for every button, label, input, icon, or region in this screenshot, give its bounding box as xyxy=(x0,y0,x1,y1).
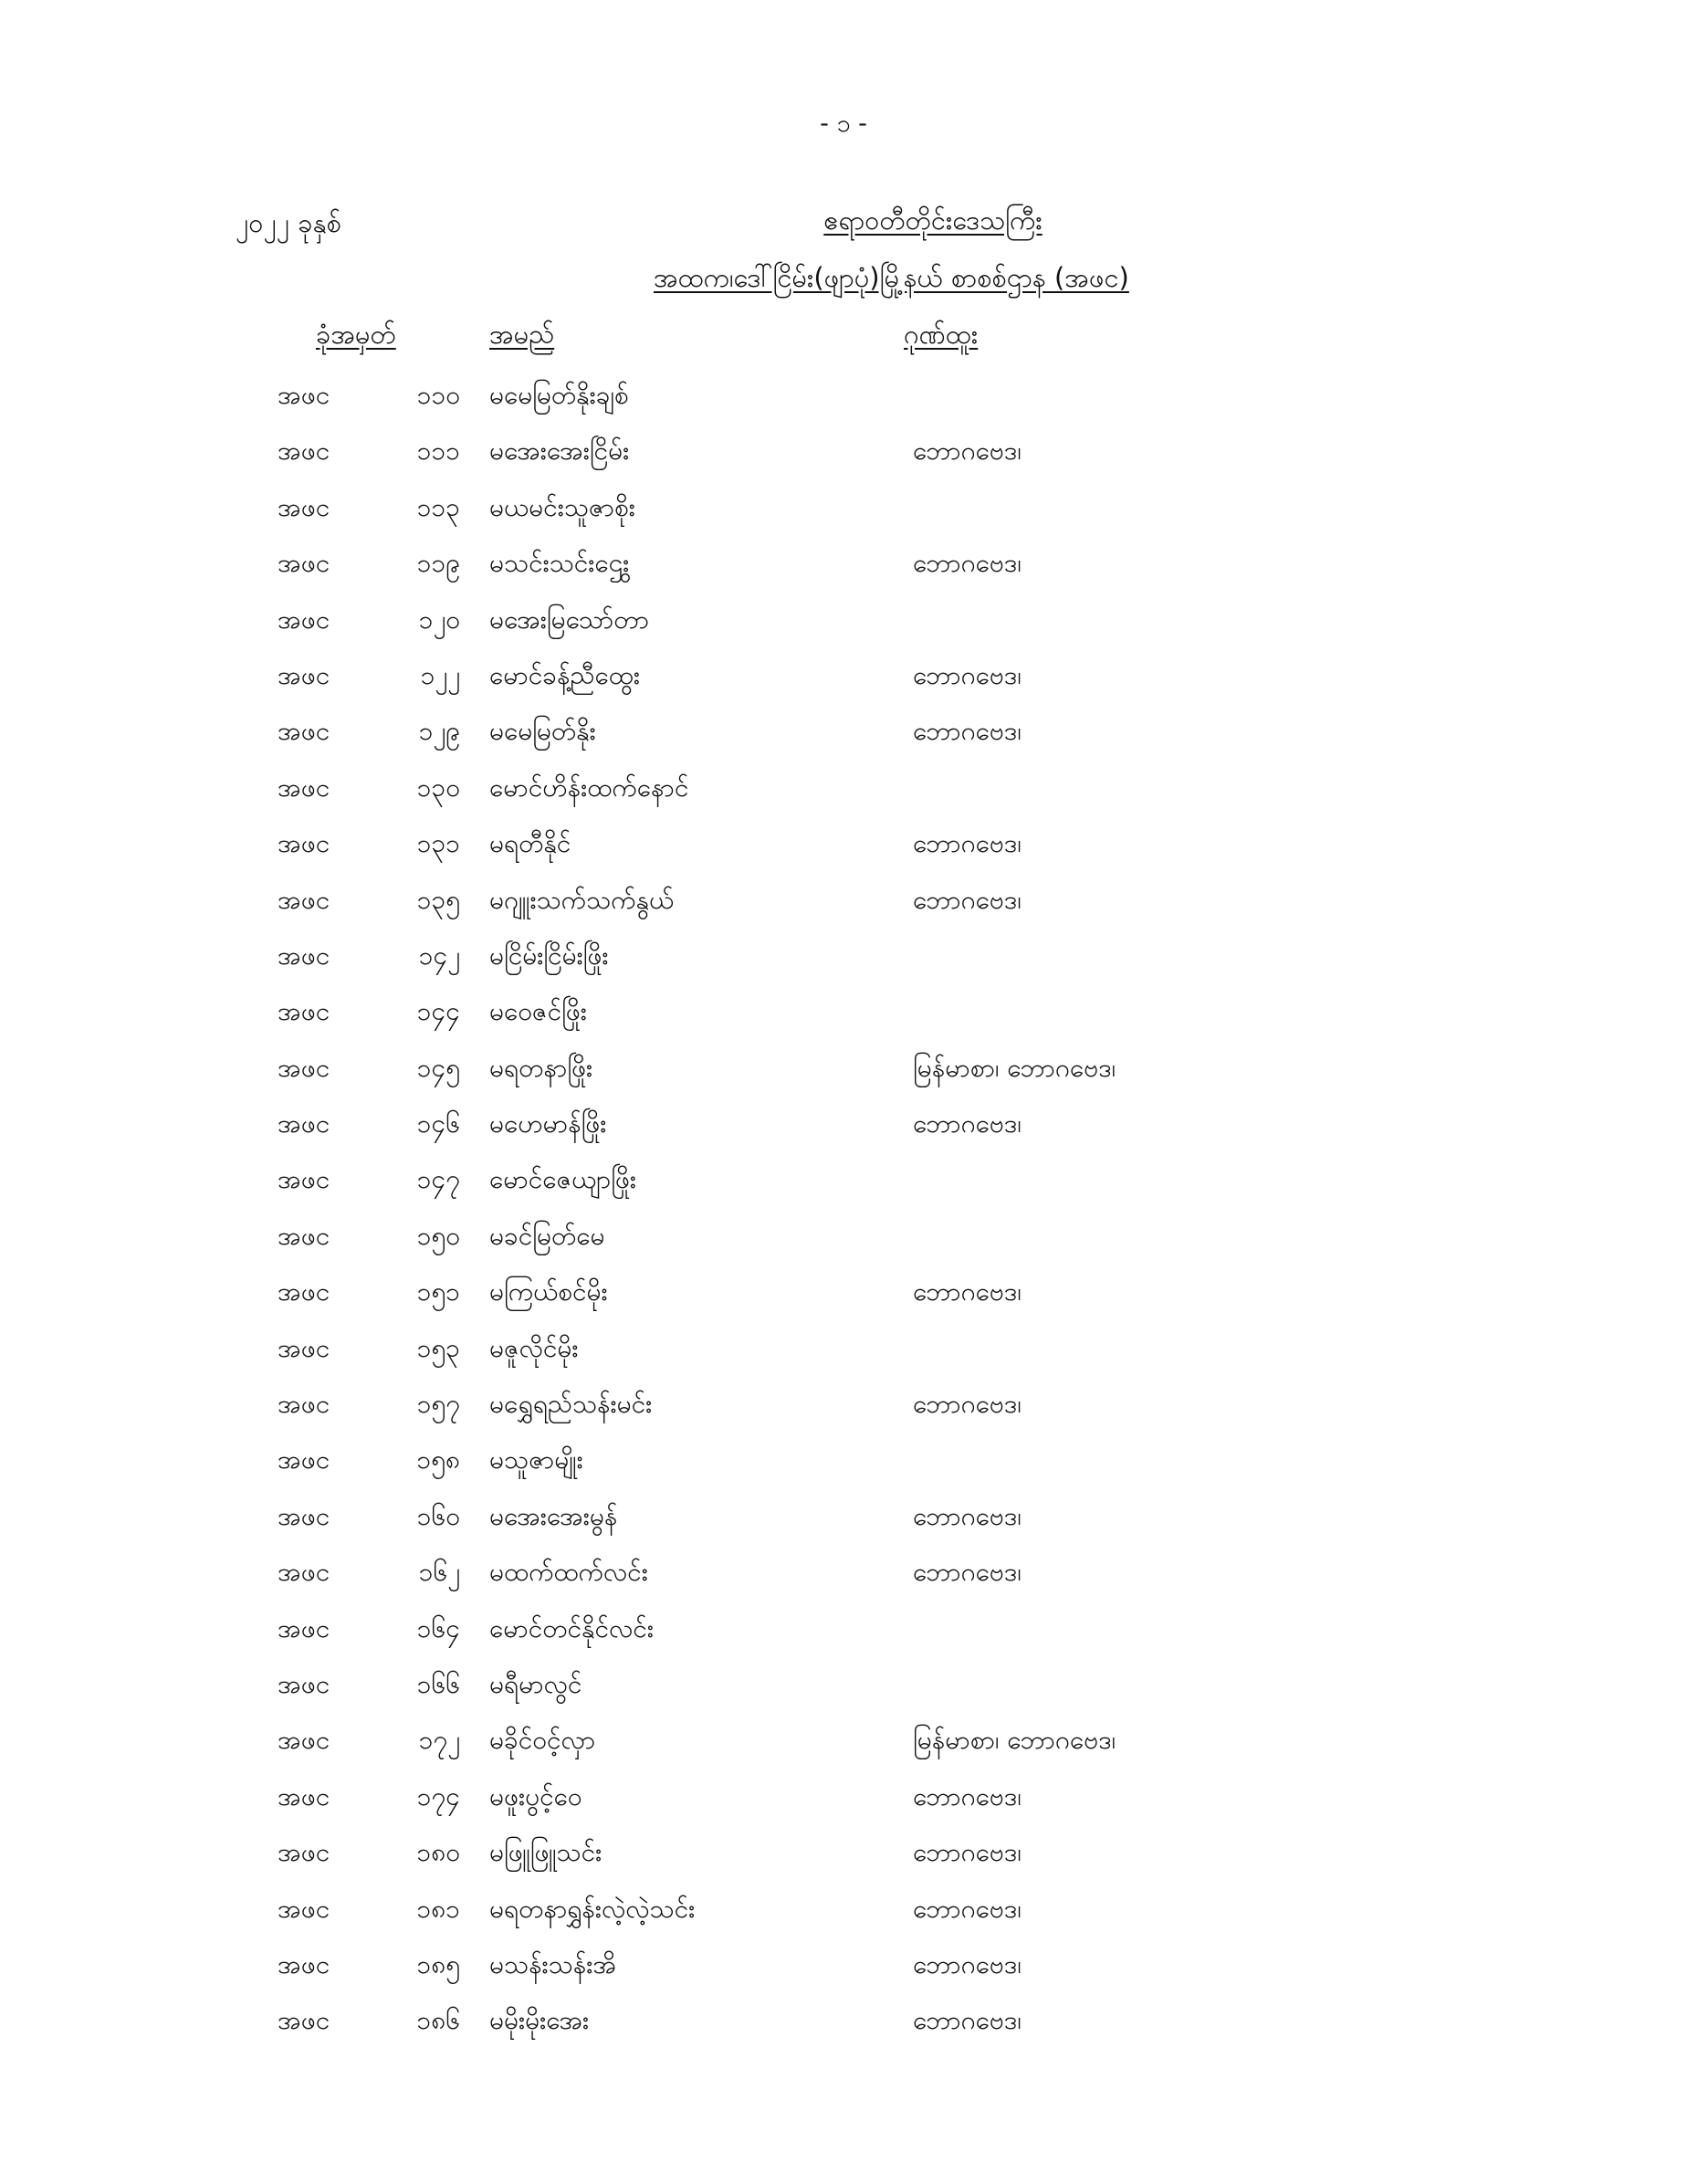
roll-prefix: အဖင xyxy=(278,1220,330,1251)
list-item xyxy=(0,425,1687,480)
roll-prefix: အဖင xyxy=(278,491,330,522)
column-header-name: အမည် xyxy=(489,319,555,350)
student-name: မရီမာလွင် xyxy=(489,1668,582,1699)
distinction-subjects: ဘောဂဗေဒ၊ xyxy=(913,716,1022,747)
distinction-subjects: ဘောဂဗေဒ၊ xyxy=(913,1780,1022,1811)
roll-prefix: အဖင xyxy=(278,1725,330,1756)
distinction-subjects: ဘောဂဗေဒ၊ xyxy=(913,1500,1022,1531)
list-item xyxy=(0,1546,1687,1601)
roll-prefix: အဖင xyxy=(278,2005,330,2036)
roll-prefix: အဖင xyxy=(278,436,330,467)
distinction-subjects: ဘောဂဗေဒ၊ xyxy=(913,1276,1022,1307)
student-name: မခင်မြတ်မေ xyxy=(489,1220,605,1251)
roll-prefix: အဖင xyxy=(278,716,330,747)
roll-prefix: အဖင xyxy=(278,548,330,579)
roll-number: ၁၅၈ xyxy=(416,1444,460,1475)
roll-number: ၁၄၅ xyxy=(416,1052,460,1083)
student-name: မခိုင်ဝင့်လှာ xyxy=(489,1725,596,1756)
region-title: ဧရာဝတီတိုင်းဒေသကြီး xyxy=(823,205,1043,236)
roll-prefix: အဖင xyxy=(278,772,330,803)
exam-year: ၂၀၂၂ ခုနှစ် xyxy=(236,207,341,238)
roll-number: ၁၁၁ xyxy=(416,436,460,467)
student-name: မသင်းသင်းဌွေး xyxy=(489,548,630,579)
roll-number: ၁၇၄ xyxy=(416,1780,460,1811)
roll-prefix: အဖင xyxy=(278,996,330,1027)
list-item xyxy=(0,1602,1687,1658)
roll-prefix: အဖင xyxy=(278,380,330,410)
roll-prefix: အဖင xyxy=(278,1948,330,1979)
list-item xyxy=(0,874,1687,929)
student-name: မမိုးမိုးအေး xyxy=(489,2005,590,2036)
distinction-subjects: ဘောဂဗေဒ၊ xyxy=(913,659,1022,690)
roll-number: ၁၄၄ xyxy=(416,996,460,1027)
page-number: - ၁ - xyxy=(820,110,867,138)
student-name: မောင်ဟိန်းထက်နောင် xyxy=(489,772,689,803)
roll-number: ၁၆၆ xyxy=(416,1668,460,1699)
roll-number: ၁၈၆ xyxy=(416,2005,460,2036)
roll-number: ၁၆၄ xyxy=(416,1612,460,1643)
roll-number: ၁၄၂ xyxy=(418,940,460,971)
list-item xyxy=(0,369,1687,425)
distinction-subjects: ဘောဂဗေဒ၊ xyxy=(913,1108,1022,1139)
student-name: မဖြူဖြူသင်း xyxy=(489,1837,602,1868)
list-item xyxy=(0,761,1687,817)
roll-number: ၁၅၁ xyxy=(416,1276,460,1307)
student-name: မရွှေရည်သန်းမင်း xyxy=(489,1389,653,1420)
distinction-subjects: ဘောဂဗေဒ၊ xyxy=(913,1837,1022,1868)
exam-center-title: အထက၊ဒေါ်ငြိမ်း(ဖျာပုံ)မြို့နယ် စာစစ်ဌာန (အဖင) xyxy=(654,262,1129,293)
list-item xyxy=(0,1770,1687,1826)
roll-prefix: အဖင xyxy=(278,1557,330,1588)
column-header-roll-number: ခုံအမှတ် xyxy=(316,319,396,350)
roll-prefix: အဖင xyxy=(278,659,330,690)
distinction-subjects: ဘောဂဗေဒ၊ xyxy=(913,1389,1022,1420)
student-name: မကြယ်စင်မိုး xyxy=(489,1276,608,1307)
list-item xyxy=(0,1826,1687,1882)
roll-number: ၁၄၆ xyxy=(416,1108,460,1139)
student-name: မဖူးပွင့်ဝေ xyxy=(489,1780,582,1811)
list-item xyxy=(0,817,1687,873)
roll-prefix: အဖင xyxy=(278,1444,330,1475)
list-item xyxy=(0,1994,1687,2050)
roll-prefix: အဖင xyxy=(278,1668,330,1699)
roll-prefix: အဖင xyxy=(278,1108,330,1139)
roll-number: ၁၃၀ xyxy=(416,772,460,803)
list-item xyxy=(0,1378,1687,1433)
roll-prefix: အဖင xyxy=(278,1837,330,1868)
list-item xyxy=(0,593,1687,649)
roll-prefix: အဖင xyxy=(278,1612,330,1643)
student-name: မမေမြတ်နိုးချစ် xyxy=(489,380,629,410)
list-item xyxy=(0,1883,1687,1938)
roll-number: ၁၂၀ xyxy=(418,604,460,635)
student-name: မောင်ဇေယျာဖြိုး xyxy=(489,1164,637,1195)
student-name: မောင်တင်နိုင်လင်း xyxy=(489,1612,654,1643)
student-name: မအေးအေးငြိမ်း xyxy=(489,436,630,467)
student-name: မောင်ခန့်ညီထွေး xyxy=(489,659,640,690)
roll-prefix: အဖင xyxy=(278,1164,330,1195)
roll-number: ၁၃၁ xyxy=(416,828,460,859)
roll-number: ၁၆၂ xyxy=(418,1557,460,1588)
student-name: မသူဇာမျိုး xyxy=(489,1444,583,1475)
list-item xyxy=(0,1265,1687,1321)
roll-number: ၁၆၀ xyxy=(416,1500,460,1531)
list-item xyxy=(0,1658,1687,1714)
roll-number: ၁၈၀ xyxy=(416,1837,460,1868)
roll-prefix: အဖင xyxy=(278,1780,330,1811)
student-name: မမေမြတ်နိုး xyxy=(489,716,596,747)
student-name: မရတနာဖြိုး xyxy=(489,1052,593,1083)
list-item xyxy=(0,649,1687,705)
roll-prefix: အဖင xyxy=(278,1332,330,1363)
roll-number: ၁၅၇ xyxy=(416,1389,460,1420)
student-name: မငြိမ်းငြိမ်းဖြိုး xyxy=(489,940,609,971)
distinction-subjects: ဘောဂဗေဒ၊ xyxy=(913,2005,1022,2036)
roll-number: ၁၅၃ xyxy=(416,1332,460,1363)
roll-prefix: အဖင xyxy=(278,1500,330,1531)
student-name: မရတီနိုင် xyxy=(489,828,571,859)
distinction-subjects: ဘောဂဗေဒ၊ xyxy=(913,828,1022,859)
student-name: မထက်ထက်လင်း xyxy=(489,1557,648,1588)
column-header-distinction: ဂုဏ်ထူး xyxy=(904,319,979,350)
list-item xyxy=(0,1433,1687,1489)
student-name: မဂျူးသက်သက်နွယ် xyxy=(489,884,675,915)
roll-number: ၁၁၃ xyxy=(416,491,460,522)
student-name: မအေးမြသော်တာ xyxy=(489,604,650,635)
roll-prefix: အဖင xyxy=(278,828,330,859)
student-name: မဟေမာန်ဖြိုး xyxy=(489,1108,607,1139)
roll-prefix: အဖင xyxy=(278,940,330,971)
roll-number: ၁၈၁ xyxy=(416,1893,460,1924)
distinction-subjects: မြန်မာစာ၊ ဘောဂဗေဒ၊ xyxy=(913,1725,1116,1756)
roll-prefix: အဖင xyxy=(278,1276,330,1307)
roll-number: ၁၁၉ xyxy=(416,548,460,579)
distinction-subjects: ဘောဂဗေဒ၊ xyxy=(913,548,1022,579)
list-item xyxy=(0,1097,1687,1153)
list-item xyxy=(0,929,1687,985)
roll-number: ၁၃၅ xyxy=(416,884,460,915)
distinction-subjects: ဘောဂဗေဒ၊ xyxy=(913,1557,1022,1588)
roll-number: ၁၈၅ xyxy=(416,1948,460,1979)
roll-prefix: အဖင xyxy=(278,1052,330,1083)
roll-prefix: အဖင xyxy=(278,1389,330,1420)
list-item xyxy=(0,1490,1687,1546)
list-item xyxy=(0,705,1687,761)
student-name: မယမင်းသူဇာစိုး xyxy=(489,491,635,522)
distinction-subjects: ဘောဂဗေဒ၊ xyxy=(913,884,1022,915)
student-name: မအေးအေးမွန် xyxy=(489,1500,618,1531)
list-item xyxy=(0,1322,1687,1378)
student-name: မရတနာရွှန်းလဲ့လဲ့သင်း xyxy=(489,1893,696,1924)
results-list xyxy=(0,369,1687,2051)
distinction-subjects: ဘောဂဗေဒ၊ xyxy=(913,1893,1022,1924)
roll-prefix: အဖင xyxy=(278,604,330,635)
roll-number: ၁၅၀ xyxy=(416,1220,460,1251)
list-item xyxy=(0,1042,1687,1097)
roll-prefix: အဖင xyxy=(278,884,330,915)
list-item xyxy=(0,1714,1687,1769)
list-item xyxy=(0,1210,1687,1265)
roll-number: ၁၇၂ xyxy=(418,1725,460,1756)
roll-prefix: အဖင xyxy=(278,1893,330,1924)
distinction-subjects: မြန်မာစာ၊ ဘောဂဗေဒ၊ xyxy=(913,1052,1116,1083)
list-item xyxy=(0,481,1687,537)
list-item xyxy=(0,537,1687,593)
roll-number: ၁၁၀ xyxy=(416,380,460,410)
list-item xyxy=(0,1153,1687,1209)
roll-number: ၁၂၂ xyxy=(420,659,460,690)
student-name: မဇူလိုင်မိုး xyxy=(489,1332,579,1363)
roll-number: ၁၄၇ xyxy=(416,1164,460,1195)
student-name: မဝေဇင်ဖြိုး xyxy=(489,996,587,1027)
list-item xyxy=(0,1938,1687,1994)
distinction-subjects: ဘောဂဗေဒ၊ xyxy=(913,1948,1022,1979)
list-item xyxy=(0,985,1687,1041)
roll-number: ၁၂၉ xyxy=(418,716,460,747)
distinction-subjects: ဘောဂဗေဒ၊ xyxy=(913,436,1022,467)
student-name: မသန်းသန်းအိ xyxy=(489,1948,617,1979)
